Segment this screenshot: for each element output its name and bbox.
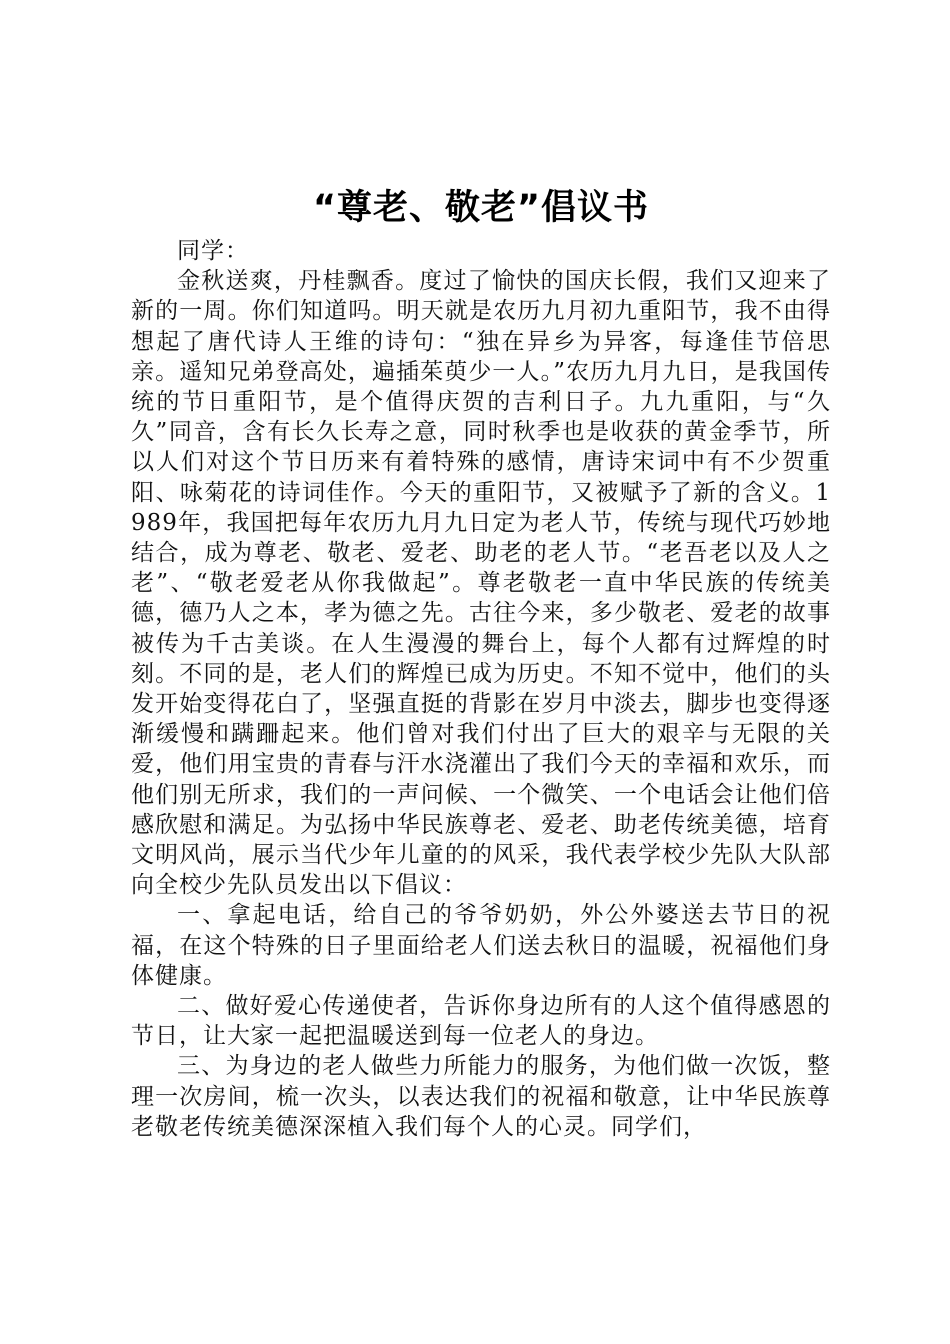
salutation: 同学： bbox=[177, 238, 249, 264]
document-title: “尊老、敬老”倡议书 bbox=[312, 188, 649, 228]
paragraph-proposal-1: 一、拿起电话，给自己的爷爷奶奶，外公外婆送去节日的祝福，在这个特殊的日子里面给老人们送去秋日的温暖，祝福他们身体健康。 bbox=[131, 902, 831, 989]
document-page bbox=[131, 182, 831, 1142]
paragraph-proposal-3: 三、为身边的老人做些力所能力的服务，为他们做一次饭，整理一次房间，梳一次头，以表达我们的祝福和敬意，让中华民族尊老敬老传统美德深深植入我们每个人的心灵。同学们， bbox=[131, 1053, 831, 1140]
paragraph-proposal-2: 二、做好爱心传递使者，告诉你身边所有的人这个值得感恩的节日，让大家一起把温暖送到每一位老人的身边。 bbox=[131, 993, 831, 1050]
paragraph-intro: 金秋送爽，丹桂飘香。度过了愉快的国庆长假，我们又迎来了新的一周。你们知道吗。明天就是农历九月初九重阳节，我不由得想起了唐代诗人王维的诗句：“独在异乡为异客，每逢佳节倍思亲。遥知兄弟登高处，遍插茱萸少一人。”农历九月九日，是我国传统的节日重阳节，是个值得庆贺的吉利日子。九九重阳，与“久久”同音，含有长久长寿之意，同时秋季也是收获的黄金季节，所以人们对这个节日历来有着特殊的感情，唐诗宋词中有不少贺重阳、咏菊花的诗词佳作。今天的重阳节，又被赋予了新的含义。1989年，我国把每年农历九月九日定为老人节，传统与现代巧妙地结合，成为尊老、敬老、爱老、助老的老人节。“老吾老以及人之老”、“敬老爱老从你我做起”。尊老敬老一直中华民族的传统美德，德乃人之本，孝为德之先。古往今来，多少敬老、爱老的故事被传为千古美谈。在人生漫漫的舞台上，每个人都有过辉煌的时刻。不同的是，老人们的辉煌已成为历史。不知不觉中，他们的头发开始变得花白了，坚强直挺的背影在岁月中淡去，脚步也变得逐渐缓慢和蹒跚起来。他们曾对我们付出了巨大的艰辛与无限的关爱，他们用宝贵的青春与汗水浇灌出了我们今天的幸福和欢乐，而他们别无所求，我们的一声问候、一个微笑、一个电话会让他们倍感欣慰和满足。为弘扬中华民族尊老、爱老、助老传统美德，培育文明风尚，展示当代少年儿童的的风采，我代表学校少先队大队部向全校少先队员发出以下倡议： bbox=[131, 268, 831, 899]
